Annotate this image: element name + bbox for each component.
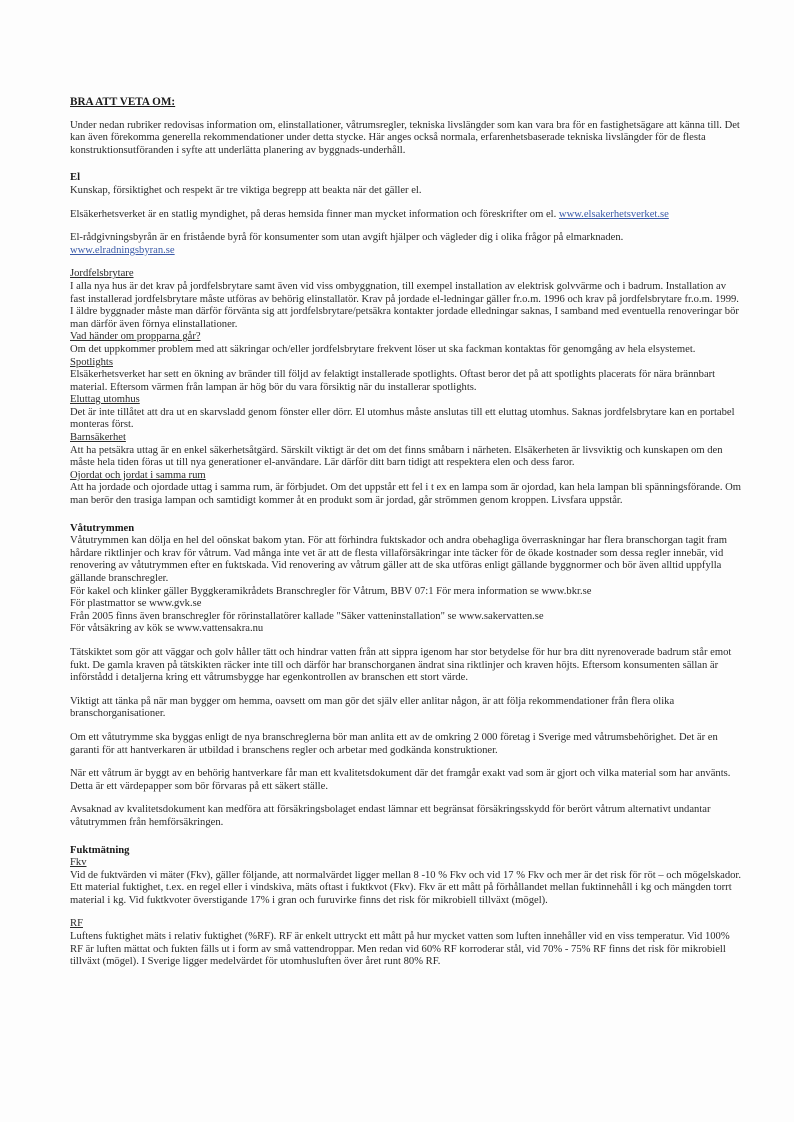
- vatutrymmen-paragraph-3: Viktigt att tänka på när man bygger om hemma, oavsett om man gör det själv eller anlitar någon, är att följa rekommendationer från flera olika branschorganisationer.: [70, 695, 675, 720]
- subheading-propparna: Vad händer om propparna går?: [70, 331, 201, 343]
- subheading-barnsakerhet: Barnsäkerhet: [70, 432, 126, 444]
- vatutrymmen-line-kakel: För kakel och klinker gäller Byggkeramikrådets Branschregler för Våtrum, BBV 07:1 För mera information se www.bkr.se: [70, 585, 592, 597]
- section-heading-el: El: [70, 172, 81, 184]
- vatutrymmen-line-plastmattor: För plastmattor se www.gvk.se: [70, 598, 202, 610]
- el-paragraph-3: El-rådgivningsbyrån är en fristående byrå för konsumenter som utan avgift hjälper och vägleder dig i olika frågor på elmarknaden.: [70, 232, 624, 244]
- vatutrymmen-line-kok: För våtsäkring av kök se www.vattensakra.nu: [70, 623, 264, 635]
- el-paragraph-1: Kunskap, försiktighet och respekt är tre viktiga begrepp att beakta när det gäller el.: [70, 184, 422, 196]
- vatutrymmen-paragraph-2: Tätskiktet som gör att väggar och golv håller tätt och hindrar vatten från att sippra igenom har stor betydelse för hur bra ditt nyrenoverade badrum står emot fukt. De gamla kraven på tätskikten räcker inte till och därför har branschorganen ändrat sina riktlinjer och kraven höjts. Eftersom konsumenten sällan är införstådd i detaljerna kring ett våtrumsbygge har egenkontrollen av branschen ett stort värde.: [70, 646, 732, 684]
- fkv-paragraph-2: Ett material fuktighet, t.ex. en regel eller i vindskiva, mäts oftast i fuktkvot (Fkv). Fkv är ett mått på förhållandet mellan fuktinnehåll i kg och mängden torrt material i kg. Vid fuktkvoter överstigande 17% i gran och furuvirke finns det risk för mikrobiell tillväxt (mögel).: [70, 882, 732, 906]
- fkv-paragraph-1: Vid de fuktvärden vi mäter (Fkv), gäller följande, att normalvärdet ligger mellan 8 -10 % Fkv och vid 17 % Fkv och mer är det risk för röt – och mögelskador.: [70, 869, 742, 881]
- page-title: BRA ATT VETA OM:: [70, 96, 176, 108]
- jordfelsbrytare-text: I alla nya hus är det krav på jordfelsbrytare samt även vid viss ombyggnation, till exempel installation av elektrisk golvvärme och i badrum. Installation av fast installerad jordfelsbrytare måste utföras av behörig elinstallatör. Krav på jordade el-ledningar gäller fr.o.m. 1996 och krav på jordfelsbrytare fr.o.m. 1999. I äldre byggnader måste man därför förvänta sig att jordfelsbrytare/petsäkra kontakter jordade elledningar saknas, I samband med eventuella renoveringar bör man därför även förnya elinstallationer.: [70, 280, 739, 330]
- intro-paragraph: Under nedan rubriker redovisas information om, elinstallationer, våtrumsregler, tekniska livslängder som kan vara bra för en fastighetsägare att känna till. Det kan även förekomma generella rekommendationer under detta stycke. Här anges också normala, erfarenhetsbaserade tekniska livslängder för de flesta konstruktionsutföranden i syfte att underlätta planering av byggnads-underhåll.: [70, 119, 740, 156]
- section-heading-vatutrymmen: Våtutrymmen: [70, 522, 135, 534]
- vatutrymmen-line-rorinstallatorer: Från 2005 finns även branschregler för rörinstallatörer kallade "Säker vatteninstallation" se www.sakervatten.se: [70, 610, 544, 622]
- subheading-ojordat-jordat: Ojordat och jordat i samma rum: [70, 469, 206, 481]
- el-paragraph-2: [70, 209, 742, 222]
- spotlights-text: Elsäkerhetsverket har sett en ökning av bränder till följd av felaktigt installerade spotlights. Oftast beror det på att spotlights placerats för nära brännbart material. Eftersom värmen från lampan är hög bör du vara försiktig när du installerar spotlights.: [70, 369, 716, 393]
- ojordat-jordat-text: Att ha jordade och ojordade uttag i samma rum, är förbjudet. Om det uppstår ett fel i t ex en lampa som är ojordad, kan hela lampan bli spänningsförande. Om man berör den trasiga lampan och samtidigt kommer åt en produkt som är jordad, går strömmen genom kroppen. Livsfara uppstår.: [70, 482, 742, 507]
- subheading-eluttag-utomhus: Eluttag utomhus: [70, 394, 140, 406]
- elradningsbyran-link[interactable]: www.elradningsbyran.se: [70, 244, 175, 256]
- vatutrymmen-paragraph-5: När ett våtrum är byggt av en behörig hantverkare får man ett kvalitetsdokument där det framgår exakt vad som är gjort och vilka material som har använts. Detta är ett värdepapper som bör förvaras på ett säkert ställe.: [70, 768, 731, 792]
- subheading-rf: RF: [70, 918, 83, 930]
- document-body: [70, 96, 742, 969]
- subheading-jordfelsbrytare: Jordfelsbrytare: [70, 268, 134, 280]
- subheading-spotlights: Spotlights: [70, 356, 113, 368]
- vatutrymmen-paragraph-1: Våtutrymmen kan dölja en hel del oönskat bakom ytan. För att förhindra fuktskador och andra obehagliga överraskningar har flera branschorgan tagit fram hårdare riktlinjer och krav för våtrum. Vad många inte vet är att de flesta villaförsäkringar inte täcker för de ökade kostnader som dessa regler innebär, vid renovering av våtutrymmen efter en fuktskada. Vid renovering av våtrum gäller att de ska utföras enligt gällande byggnormer och bör även alltid uppfylla gällande branschregler.: [70, 535, 727, 584]
- section-heading-fuktmatning: Fuktmätning: [70, 844, 130, 856]
- subheading-fkv: Fkv: [70, 857, 87, 869]
- vatutrymmen-paragraph-6: Avsaknad av kvalitetsdokument kan medföra att försäkringsbolaget endast lämnar ett begränsat försäkringsskydd för berört våtrum alternativt undantar våtutrymmen från hemförsäkringen.: [70, 804, 711, 828]
- rf-text: Luftens fuktighet mäts i relativ fuktighet (%RF). RF är enkelt uttryckt ett mått på hur mycket vatten som luften innehåller vid en viss temperatur. Vid 100% RF är luften mättat och fukten fälls ut i form av små vattendroppar. Men redan vid 60% RF korroderar stål, vid 70% - 75% RF finns det risk för mikrobiell tillväxt (mögel). I Sverige ligger medelvärdet för utomhusluften över året runt 80% RF.: [70, 931, 730, 968]
- barnsakerhet-text: Att ha petsäkra uttag är en enkel säkerhetsåtgärd. Särskilt viktigt är det om det finns småbarn i närheten. Elsäkerheten är livsviktig och kunskapen om den måste hela tiden föras ut till nya generationer el-användare. Lär därför ditt barn tidigt att respektera elen och dess faror.: [70, 444, 723, 469]
- propparna-text: Om det uppkommer problem med att säkringar och/eller jordfelsbrytare frekvent löser ut ska fackman kontaktas för genomgång av hela elsystemet.: [70, 343, 696, 355]
- eluttag-utomhus-text: Det är inte tillåtet att dra ut en skarvsladd genom fönster eller dörr. El utomhus måste anslutas till ett eluttag utomhus. Saknas jordfelsbrytare kan en portabel monteras först.: [70, 406, 735, 431]
- el-paragraph-2-text: Elsäkerhetsverket är en statlig myndighet, på deras hemsida finner man mycket information och föreskrifter om el.: [70, 208, 559, 220]
- vatutrymmen-paragraph-4: Om ett våtutrymme ska byggas enligt de nya branschreglerna bör man anlita ett av de omkring 2 000 företag i Sverige med våtrumsbehörighet. Det är en garanti för att hantverkaren är utbildad i branschens regler och arbetar med godkända konstruktioner.: [70, 731, 718, 756]
- elsakerhetsverket-link[interactable]: www.elsakerhetsverket.se: [558, 208, 669, 220]
